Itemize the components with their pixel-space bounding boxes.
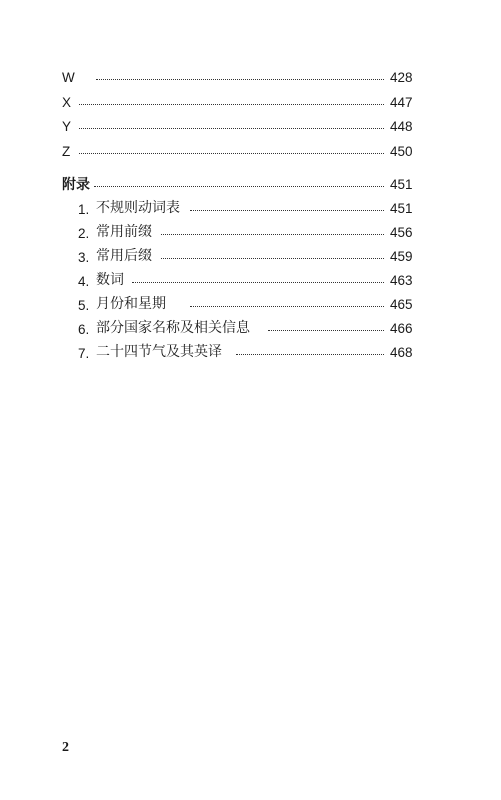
- toc-entry-page: 456: [390, 225, 413, 240]
- dot-leader: [236, 354, 384, 355]
- dot-leader: [79, 128, 384, 129]
- toc-entry-label: Z: [62, 144, 71, 159]
- toc-entry-page: 468: [390, 345, 413, 360]
- appendix-item-number: 7.: [78, 345, 90, 361]
- dot-leader: [161, 234, 384, 235]
- toc-entry-page: 466: [390, 321, 413, 336]
- dot-leader: [96, 79, 384, 80]
- toc-entry-page: 463: [390, 273, 413, 288]
- dot-leader: [190, 306, 384, 307]
- toc-entry-page: 448: [390, 119, 413, 134]
- appendix-item-title: 常用后缀: [96, 249, 152, 264]
- appendix-item-title: 不规则动词表: [96, 201, 180, 216]
- toc-entry-label: W: [62, 70, 75, 85]
- dot-leader: [268, 330, 384, 331]
- toc-entry-label: X: [62, 95, 72, 110]
- dot-leader: [161, 258, 384, 259]
- dot-leader: [132, 282, 384, 283]
- toc-entry-page: 451: [390, 201, 413, 216]
- toc-entry-page: 428: [390, 70, 413, 85]
- toc-entry-label: Y: [62, 119, 72, 134]
- appendix-item-number: 4.: [78, 273, 90, 289]
- appendix-item-title: 部分国家名称及相关信息: [96, 321, 250, 336]
- dot-leader: [79, 104, 384, 105]
- toc-entry-page: 451: [390, 177, 413, 192]
- appendix-item-title: 二十四节气及其英译: [96, 345, 222, 360]
- dot-leader: [79, 153, 384, 154]
- appendix-item-number: 6.: [78, 321, 90, 337]
- toc-entry-page: 450: [390, 144, 413, 159]
- appendix-item-title: 常用前缀: [96, 225, 152, 240]
- appendix-item-title: 数词: [96, 273, 124, 288]
- appendix-item-title: 月份和星期: [96, 297, 166, 312]
- toc-entry-page: 459: [390, 249, 413, 264]
- toc-entry-page: 447: [390, 95, 413, 110]
- appendix-heading: 附录: [62, 177, 90, 193]
- appendix-item-number: 2.: [78, 225, 90, 241]
- page-number: 2: [62, 740, 69, 755]
- toc-entry-page: 465: [390, 297, 413, 312]
- appendix-item-number: 3.: [78, 249, 90, 265]
- dot-leader: [190, 210, 384, 211]
- appendix-item-number: 5.: [78, 297, 90, 313]
- appendix-item-number: 1.: [78, 201, 90, 217]
- dot-leader: [94, 186, 384, 187]
